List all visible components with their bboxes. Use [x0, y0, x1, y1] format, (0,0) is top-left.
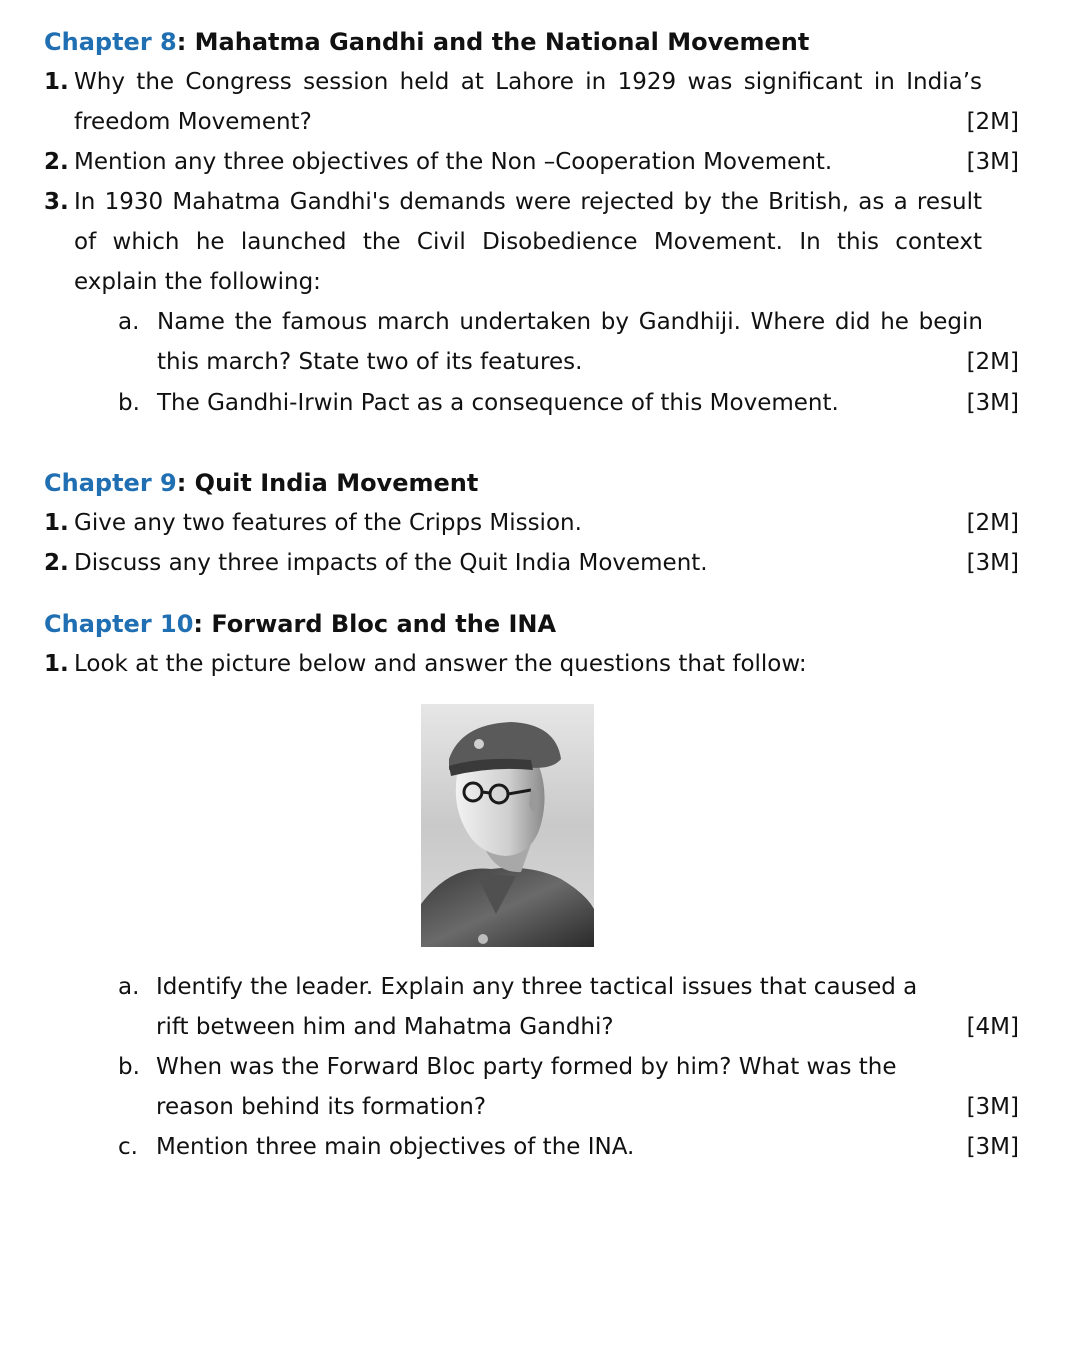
- ch10-q1c-text-line1: Mention three main objectives of the INA.: [156, 1134, 635, 1160]
- ch9-q2-text-line1: Discuss any three impacts of the Quit India Movement.: [74, 550, 708, 576]
- ch8-q2-number: 2.: [44, 149, 69, 175]
- ch8-q1-mark: [2M]: [966, 109, 1019, 135]
- ch9-q1-number: 1.: [44, 510, 69, 536]
- ch8-q3a-line1: [0, 302, 1071, 342]
- ch10-q1b-line1: [0, 1047, 1071, 1087]
- ch8-q1-text-line1: Why the Congress session held at Lahore in 1929 was significant in India’s: [74, 69, 982, 95]
- ch8-q3-text-line1: In 1930 Mahatma Gandhi's demands were rejected by the British, as a result: [74, 189, 982, 215]
- ch10-q1b-text-line2: reason behind its formation?: [156, 1094, 487, 1120]
- ch8-q3a-text-line1: Name the famous march undertaken by Gandhiji. Where did he begin: [157, 309, 983, 335]
- chapter-10-title: Forward Bloc and the INA: [211, 610, 557, 638]
- chapter-8-heading: Chapter 8: Mahatma Gandhi and the National Movement: [44, 28, 810, 56]
- ch8-q1-line1: [0, 62, 1071, 102]
- portrait-illustration: [421, 704, 594, 947]
- ch10-q1a-line1: [0, 967, 1071, 1007]
- ch10-q1-number: 1.: [44, 651, 69, 677]
- ch8-q3-text-line3: explain the following:: [74, 269, 321, 295]
- ch10-q1c-letter: c.: [118, 1134, 138, 1160]
- ch10-q1c-line1: [0, 1127, 1071, 1167]
- ch10-q1b-letter: b.: [118, 1054, 140, 1080]
- ch10-q1b-text-line1: When was the Forward Bloc party formed by him? What was the: [156, 1054, 897, 1080]
- ch8-q3a-line2: [0, 342, 1071, 382]
- ch8-q3b-line1: [0, 383, 1071, 423]
- ch10-q1a-mark: [4M]: [966, 1014, 1019, 1040]
- ch10-q1a-text-line2: rift between him and Mahatma Gandhi?: [156, 1014, 614, 1040]
- ch9-q2-number: 2.: [44, 550, 69, 576]
- chapter-10-heading: Chapter 10: Forward Bloc and the INA: [44, 610, 557, 638]
- ch10-q1a-letter: a.: [118, 974, 140, 1000]
- chapter-9-heading: Chapter 9: Quit India Movement: [44, 469, 479, 497]
- ch9-q1-line1: [0, 503, 1071, 543]
- ch8-q3b-letter: b.: [118, 390, 140, 416]
- ch10-q1b-mark: [3M]: [966, 1094, 1019, 1120]
- ch8-q3b-text-line1: The Gandhi-Irwin Pact as a consequence of this Movement.: [157, 390, 839, 416]
- ch10-q1b-line2: [0, 1087, 1071, 1127]
- ch8-q2-mark: [3M]: [966, 149, 1019, 175]
- ch8-q3a-letter: a.: [118, 309, 140, 335]
- ch9-q2-mark: [3M]: [966, 550, 1019, 576]
- ch10-q1c-mark: [3M]: [966, 1134, 1019, 1160]
- ch10-q1a-text-line1: Identify the leader. Explain any three tactical issues that caused a: [156, 974, 918, 1000]
- chapter-9-title: Quit India Movement: [194, 469, 479, 497]
- chapter-10-label: Chapter 10: [44, 610, 194, 638]
- chapter-8-title: Mahatma Gandhi and the National Movement: [194, 28, 810, 56]
- ch8-q2-line1: [0, 142, 1071, 182]
- ch8-q2-text-line1: Mention any three objectives of the Non –Cooperation Movement.: [74, 149, 833, 175]
- ch8-q3a-mark: [2M]: [966, 349, 1019, 375]
- ch8-q3b-mark: [3M]: [966, 390, 1019, 416]
- ch8-q1-line2: [0, 102, 1071, 142]
- ch8-q3-line3: [0, 262, 1071, 302]
- ch8-q1-text-line2: freedom Movement?: [74, 109, 312, 135]
- ch9-q1-text-line1: Give any two features of the Cripps Mission.: [74, 510, 582, 536]
- ch9-q2-line1: [0, 543, 1071, 583]
- ch8-q3-line2: [0, 222, 1071, 262]
- chapter-8-label: Chapter 8: [44, 28, 177, 56]
- ch8-q1-number: 1.: [44, 69, 69, 95]
- ch9-q1-mark: [2M]: [966, 510, 1019, 536]
- ch8-q3-line1: [0, 182, 1071, 222]
- ch8-q3a-text-line2: this march? State two of its features.: [157, 349, 583, 375]
- ch10-q1-text-line1: Look at the picture below and answer the questions that follow:: [74, 651, 807, 677]
- ch10-q1-line1: [0, 644, 1071, 684]
- chapter-9-label: Chapter 9: [44, 469, 177, 497]
- ch8-q3-number: 3.: [44, 189, 69, 215]
- leader-portrait-photo: [421, 704, 594, 947]
- ch8-q3-text-line2: of which he launched the Civil Disobedience Movement. In this context: [74, 229, 982, 255]
- ch10-q1a-line2: [0, 1007, 1071, 1047]
